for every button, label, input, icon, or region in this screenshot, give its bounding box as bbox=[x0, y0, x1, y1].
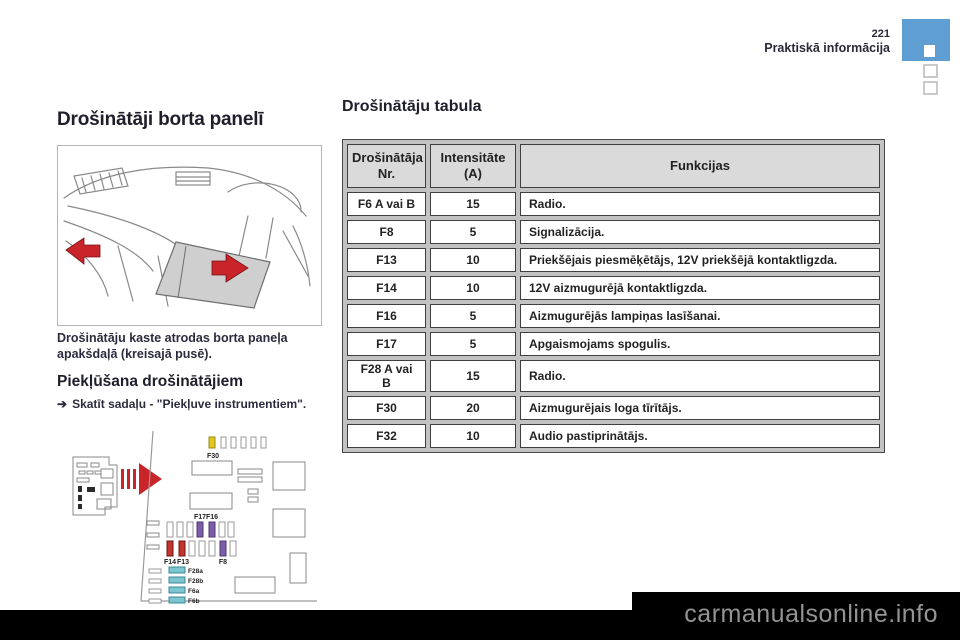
section-title: Praktiskā informācija bbox=[764, 41, 890, 55]
page-number: 221 bbox=[871, 28, 890, 40]
heading-fuse-table: Drošinātāju tabula bbox=[342, 98, 482, 115]
fuse-table-body bbox=[347, 192, 880, 448]
tab-outline-square-2 bbox=[923, 81, 938, 95]
fuse-rating-cell: 10 bbox=[430, 276, 516, 300]
fuse-rating-cell: 10 bbox=[430, 424, 516, 448]
fusebox-diagram bbox=[57, 429, 320, 608]
watermark-text[interactable]: carmanualsonline.info bbox=[684, 600, 938, 628]
fuse-label-f6a: F6a bbox=[188, 588, 200, 595]
fuse-number-cell: F13 bbox=[347, 248, 426, 272]
fuse-label-f8: F8 bbox=[218, 559, 228, 566]
fuse-f16 bbox=[209, 522, 215, 537]
fuse-number-cell: F17 bbox=[347, 332, 426, 356]
fuse-label-f30: F30 bbox=[206, 453, 220, 460]
fuse-rating-cell: 20 bbox=[430, 396, 516, 420]
illustration-caption: Drošinātāju kaste atrodas borta paneļa apakšdaļā (kreisajā pusē). bbox=[57, 331, 288, 361]
fuse-label-f14: F14 bbox=[163, 559, 177, 566]
fuse-rating-cell: 10 bbox=[430, 248, 516, 272]
fuse-number-cell: F16 bbox=[347, 304, 426, 328]
bullet-line bbox=[57, 397, 357, 411]
fuse-function-cell: Aizmugurējās lampiņas lasīšanai. bbox=[520, 304, 880, 328]
dashboard-sketch bbox=[58, 146, 321, 323]
table-row bbox=[347, 276, 880, 300]
col-header-rating: Intensitāte (A) bbox=[430, 144, 516, 188]
fuse-f8 bbox=[220, 541, 226, 556]
fuse-function-cell: Radio. bbox=[520, 192, 880, 216]
fuse-f28a bbox=[169, 567, 185, 573]
fuse-f30 bbox=[209, 437, 215, 448]
tab-notch bbox=[924, 45, 935, 57]
fuse-f6a bbox=[169, 587, 185, 593]
fuse-rating-cell: 5 bbox=[430, 304, 516, 328]
table-row bbox=[347, 192, 880, 216]
fuse-function-cell: Signalizācija. bbox=[520, 220, 880, 244]
fuse-table bbox=[342, 139, 885, 453]
fuse-number-cell: F14 bbox=[347, 276, 426, 300]
fuse-function-cell: Priekšējais piesmēķētājs, 12V priekšējā kontaktligzda. bbox=[520, 248, 880, 272]
table-header-row bbox=[347, 144, 880, 188]
col-header-functions: Funkcijas bbox=[520, 144, 880, 188]
fuse-f28b bbox=[169, 577, 185, 583]
fuse-label-f16: F16 bbox=[205, 514, 219, 521]
table-row bbox=[347, 424, 880, 448]
fuse-rating-cell: 15 bbox=[430, 360, 516, 392]
arrow-icon: ➔ bbox=[57, 397, 68, 411]
section-tab-marker bbox=[902, 19, 950, 61]
fuse-number-cell: F28 A vai B bbox=[347, 360, 426, 392]
fuse-function-cell: Radio. bbox=[520, 360, 880, 392]
bullet-text: Skatīt sadaļu - "Piekļuve instrumentiem". bbox=[72, 397, 307, 411]
fuse-number-cell: F32 bbox=[347, 424, 426, 448]
red-arrow-left-icon bbox=[66, 238, 100, 264]
col-header-fuse-number: Drošinātāja Nr. bbox=[347, 144, 426, 188]
fuse-number-cell: F8 bbox=[347, 220, 426, 244]
table-row bbox=[347, 220, 880, 244]
fuse-label-f28a: F28a bbox=[188, 568, 203, 575]
fuse-f14 bbox=[167, 541, 173, 556]
fuse-number-cell: F6 A vai B bbox=[347, 192, 426, 216]
table-row bbox=[347, 248, 880, 272]
table-row bbox=[347, 332, 880, 356]
dashboard-illustration bbox=[57, 145, 322, 326]
fusebox-diagram-sketch bbox=[57, 429, 320, 608]
fuse-label-f13: F13 bbox=[176, 559, 190, 566]
fuse-label-f6b: F6b bbox=[188, 598, 200, 605]
fuse-f13 bbox=[179, 541, 185, 556]
fuse-f6b bbox=[169, 597, 185, 603]
fuse-rating-cell: 5 bbox=[430, 220, 516, 244]
fuse-function-cell: Apgaismojams spogulis. bbox=[520, 332, 880, 356]
heading-fuses-dashboard: Drošinātāji borta panelī bbox=[57, 108, 264, 130]
fuse-number-cell: F30 bbox=[347, 396, 426, 420]
tab-outline-square-1 bbox=[923, 64, 938, 78]
heading-access-fuses: Piekļūšana drošinātājiem bbox=[57, 373, 244, 390]
fuse-label-f28b: F28b bbox=[188, 578, 204, 585]
red-arrow-icon bbox=[121, 463, 162, 495]
fuse-rating-cell: 15 bbox=[430, 192, 516, 216]
fuse-function-cell: Aizmugurējais loga tīrītājs. bbox=[520, 396, 880, 420]
fuse-function-cell: Audio pastiprinātājs. bbox=[520, 424, 880, 448]
table-row bbox=[347, 304, 880, 328]
fuse-rating-cell: 5 bbox=[430, 332, 516, 356]
fuse-label-f17: F17 bbox=[193, 514, 207, 521]
table-row bbox=[347, 360, 880, 392]
fuse-f17 bbox=[197, 522, 203, 537]
table-row bbox=[347, 396, 880, 420]
fuse-function-cell: 12V aizmugurējā kontaktligzda. bbox=[520, 276, 880, 300]
